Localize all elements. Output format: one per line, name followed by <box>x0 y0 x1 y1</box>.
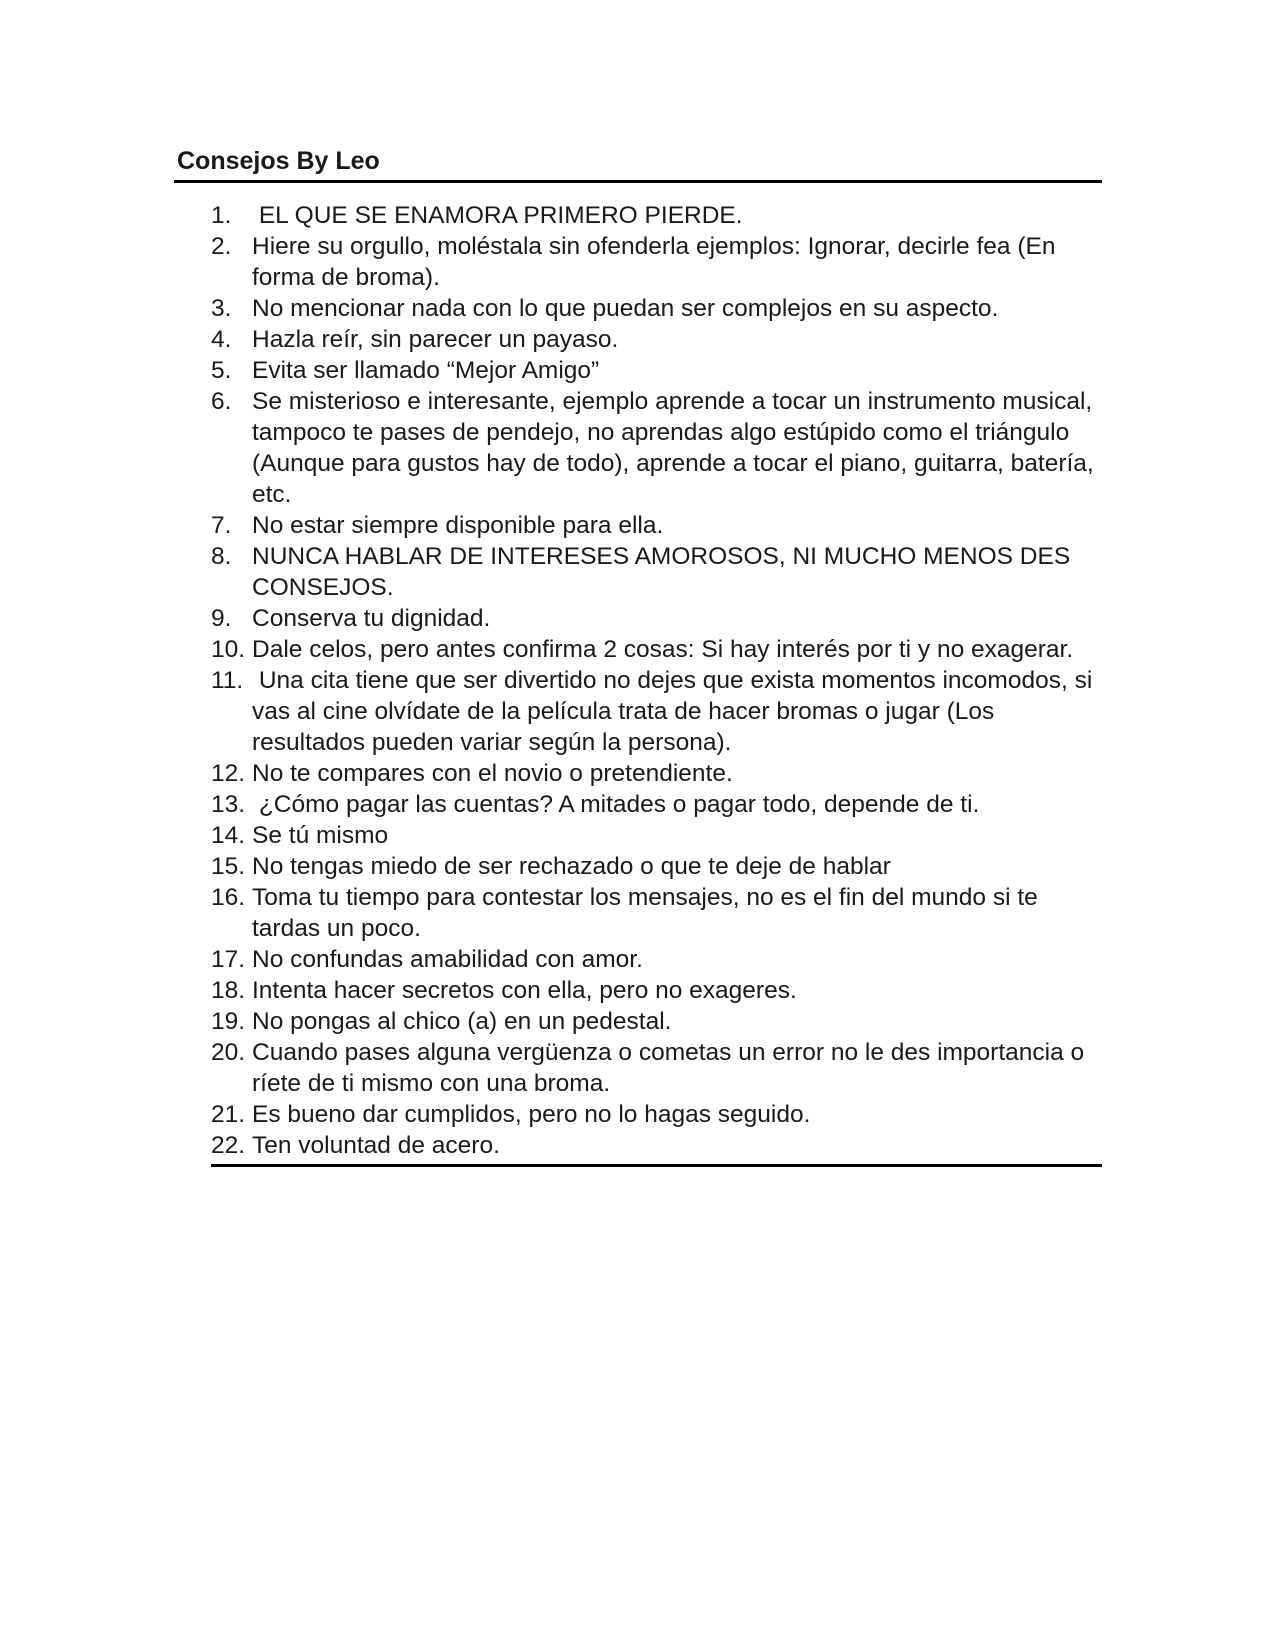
list-item <box>211 944 1106 975</box>
list-item <box>211 882 1106 944</box>
list-bottom-rule <box>211 1164 1102 1167</box>
item-number: 1. <box>211 202 232 229</box>
item-number: 9. <box>211 605 232 632</box>
item-number: 13. <box>211 791 246 818</box>
item-text: Toma tu tiempo para contestar los mensajes, no es el fin del mundo si te tardas un poco. <box>252 884 1038 942</box>
item-text: Dale celos, pero antes confirma 2 cosas: Si hay interés por ti y no exagerar. <box>252 636 1074 663</box>
item-text: ¿Cómo pagar las cuentas? A mitades o pagar todo, depende de ti. <box>252 791 980 818</box>
item-text: Evita ser llamado “Mejor Amigo” <box>252 357 600 384</box>
item-number: 8. <box>211 543 232 570</box>
list-item <box>211 789 1106 820</box>
item-number: 19. <box>211 1008 246 1035</box>
list-item <box>211 1130 1106 1161</box>
item-number: 17. <box>211 946 246 973</box>
list-item <box>211 324 1106 355</box>
list-item <box>211 1006 1106 1037</box>
list-item <box>211 634 1106 665</box>
item-number: 14. <box>211 822 246 849</box>
list-item <box>211 851 1106 882</box>
item-number: 2. <box>211 233 232 260</box>
list-item <box>211 1099 1106 1130</box>
list-item <box>211 386 1106 510</box>
item-text: No confundas amabilidad con amor. <box>252 946 643 973</box>
item-number: 10. <box>211 636 246 663</box>
item-text: Se misterioso e interesante, ejemplo aprende a tocar un instrumento musical, tampoco te pases de pendejo, no aprendas algo estúpido como el triángulo (Aunque para gustos hay de todo), aprende a tocar el piano, guitarra, batería, etc. <box>252 388 1094 508</box>
item-number: 22. <box>211 1132 246 1159</box>
item-text: No mencionar nada con lo que puedan ser complejos en su aspecto. <box>252 295 999 322</box>
item-text: No estar siempre disponible para ella. <box>252 512 664 539</box>
item-number: 12. <box>211 760 246 787</box>
item-number: 21. <box>211 1101 246 1128</box>
list-item <box>211 541 1106 603</box>
item-text: Hiere su orgullo, moléstala sin ofenderla ejemplos: Ignorar, decirle fea (En forma de broma). <box>252 233 1056 291</box>
item-number: 20. <box>211 1039 246 1066</box>
item-text: Se tú mismo <box>252 822 389 849</box>
list-item <box>211 200 1106 231</box>
item-text: No te compares con el novio o pretendiente. <box>252 760 733 787</box>
item-number: 15. <box>211 853 246 880</box>
item-number: 3. <box>211 295 232 322</box>
title-underline <box>174 180 1102 183</box>
item-text: No tengas miedo de ser rechazado o que te deje de hablar <box>252 853 891 880</box>
item-number: 4. <box>211 326 232 353</box>
item-number: 11. <box>211 667 244 694</box>
advice-list <box>211 200 1106 1161</box>
list-item <box>211 975 1106 1006</box>
item-number: 7. <box>211 512 232 539</box>
list-item <box>211 758 1106 789</box>
list-item <box>211 820 1106 851</box>
item-text: Hazla reír, sin parecer un payaso. <box>252 326 619 353</box>
item-text: Conserva tu dignidad. <box>252 605 491 632</box>
list-item <box>211 603 1106 634</box>
item-text: Una cita tiene que ser divertido no dejes que exista momentos incomodos, si vas al cine olvídate de la película trata de hacer bromas o jugar (Los resultados pueden variar según la persona). <box>252 667 1100 756</box>
list-item <box>211 293 1106 324</box>
item-text: Cuando pases alguna vergüenza o cometas un error no le des importancia o ríete de ti mismo con una broma. <box>252 1039 1085 1097</box>
item-text: No pongas al chico (a) en un pedestal. <box>252 1008 672 1035</box>
item-number: 18. <box>211 977 246 1004</box>
list-item <box>211 510 1106 541</box>
item-text: Intenta hacer secretos con ella, pero no exageres. <box>252 977 797 1004</box>
list-item <box>211 665 1106 758</box>
item-text: EL QUE SE ENAMORA PRIMERO PIERDE. <box>252 202 743 229</box>
item-text: Ten voluntad de acero. <box>252 1132 500 1159</box>
list-item <box>211 355 1106 386</box>
item-number: 6. <box>211 388 232 415</box>
list-item <box>211 231 1106 293</box>
list-item <box>211 1037 1106 1099</box>
item-number: 5. <box>211 357 232 384</box>
item-number: 16. <box>211 884 246 911</box>
item-text: Es bueno dar cumplidos, pero no lo hagas seguido. <box>252 1101 811 1128</box>
item-text: NUNCA HABLAR DE INTERESES AMOROSOS, NI MUCHO MENOS DES CONSEJOS. <box>252 543 1071 601</box>
page-title: Consejos By Leo <box>177 147 380 175</box>
